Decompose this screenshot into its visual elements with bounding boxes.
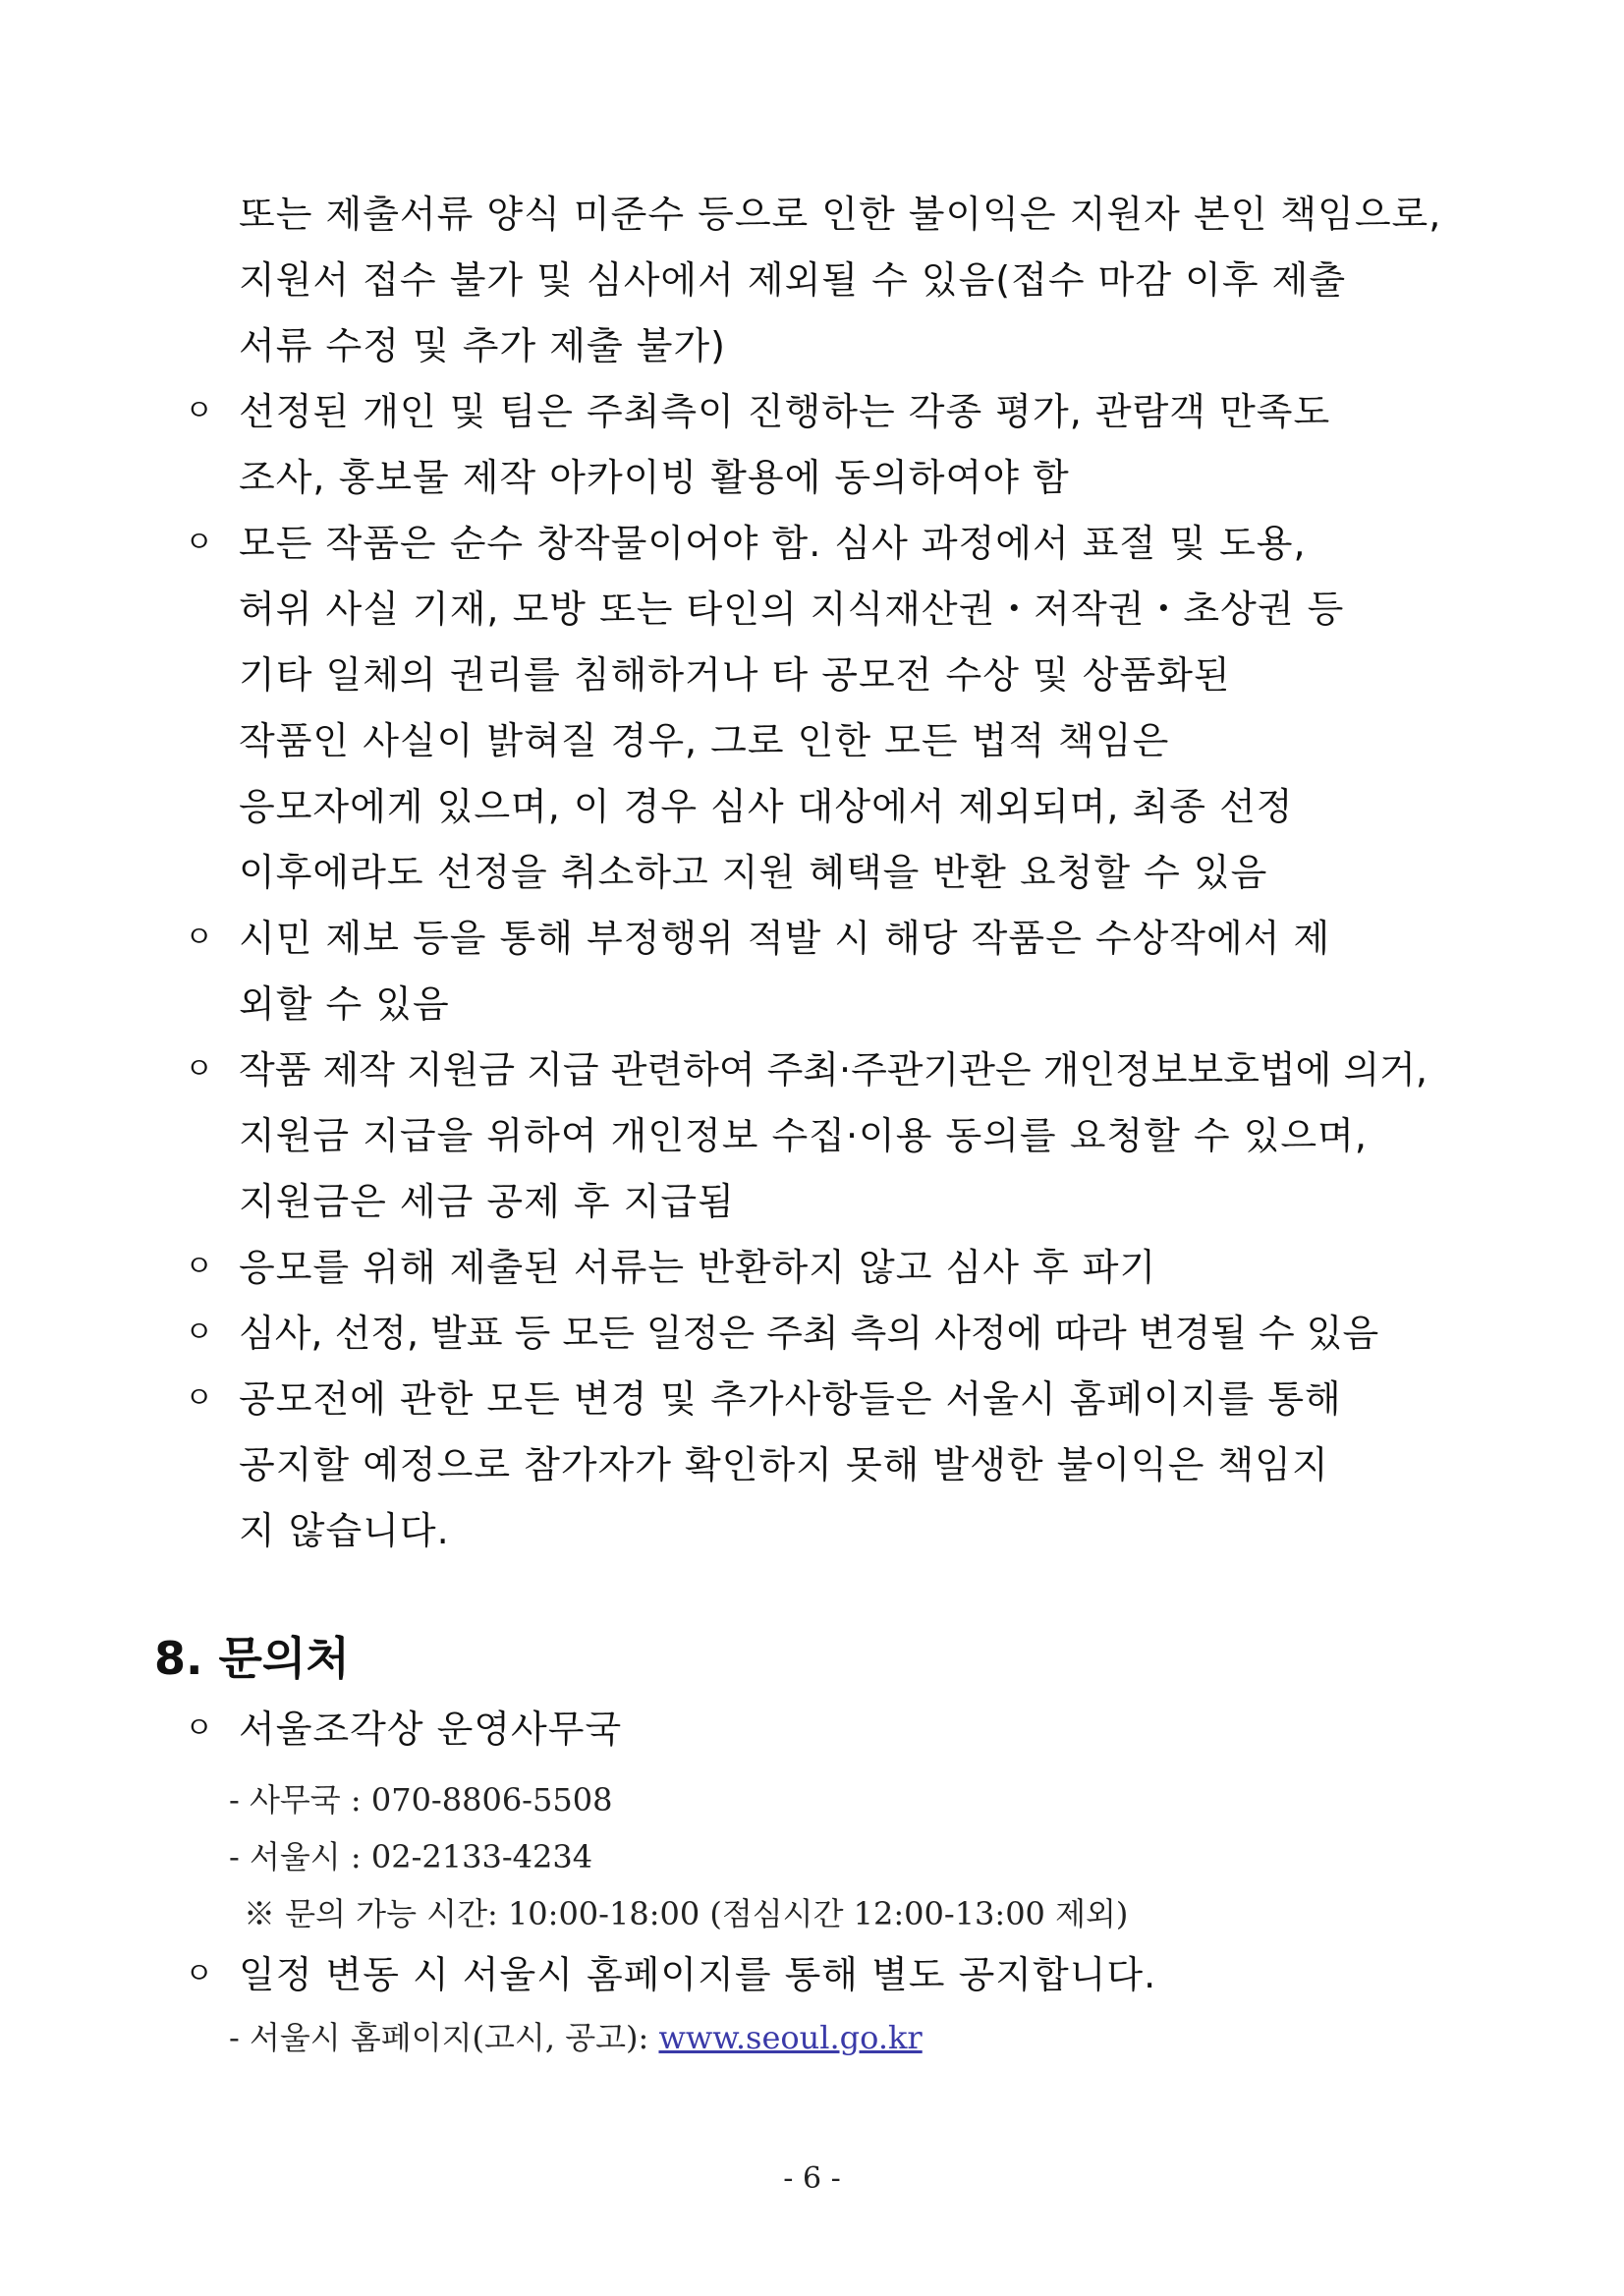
intro-line: 또는 제출서류 양식 미준수 등으로 인한 불이익은 지원자 본인 책임으로, [239, 193, 1442, 236]
bullet-text: 선정된 개인 및 팀은 주최측이 진행하는 각종 평가, 관람객 만족도 [239, 390, 1331, 433]
intro-line: 서류 수정 및 추가 제출 불가) [239, 324, 727, 367]
bullet-text: 기타 일체의 권리를 침해하거나 타 공모전 수상 및 상품화된 [239, 653, 1231, 697]
bullet-marker: ㅇ [185, 1957, 213, 1991]
bullet-marker: ㅇ [185, 526, 213, 560]
bullet-text: 이후에라도 선정을 취소하고 지원 혜택을 반환 요청할 수 있음 [239, 851, 1268, 894]
bullet-text: 응모자에게 있으며, 이 경우 심사 대상에서 제외되며, 최종 선정 [239, 785, 1294, 828]
bullet-text: 모든 작품은 순수 창작물이어야 함. 심사 과정에서 표절 및 도용, [239, 522, 1307, 565]
bullet-marker: ㅇ [185, 1250, 213, 1284]
contact-hours-note: ※ 문의 가능 시간: 10:00-18:00 (점심시간 12:00-13:00 제외) [244, 1895, 1129, 1932]
contact-title: 서울조각상 운영사무국 [239, 1708, 623, 1751]
bullet-text: 응모를 위해 제출된 서류는 반환하지 않고 심사 후 파기 [239, 1246, 1157, 1289]
contact-office: - 사무국 : 070-8806-5508 [229, 1781, 613, 1819]
page-number: - 6 - [783, 2161, 841, 2196]
bullet-text: 조사, 홍보물 제작 아카이빙 활용에 동의하여야 함 [239, 456, 1070, 499]
bullet-text: 심사, 선정, 발표 등 모든 일정은 주최 측의 사정에 따라 변경될 수 있음 [239, 1312, 1379, 1355]
section-heading: 8. 문의처 [154, 1632, 350, 1685]
homepage-prefix: - 서울시 홈페이지(고시, 공고): [229, 2019, 659, 2056]
bullet-text: 외할 수 있음 [239, 982, 450, 1026]
bullet-text: 지원금 지급을 위하여 개인정보 수집·이용 동의를 요청할 수 있으며, [239, 1114, 1368, 1157]
bullet-marker: ㅇ [185, 1052, 213, 1087]
bullet-text: 지원금은 세금 공제 후 지급됨 [239, 1180, 735, 1223]
homepage-line [229, 2016, 923, 2059]
bullet-text: 작품인 사실이 밝혀질 경우, 그로 인한 모든 법적 책임은 [239, 719, 1170, 762]
bullet-text: 공모전에 관한 모든 변경 및 추가사항들은 서울시 홈페이지를 통해 [239, 1377, 1342, 1421]
bullet-marker: ㅇ [185, 1711, 213, 1746]
contact-seoul: - 서울시 : 02-2133-4234 [229, 1838, 593, 1876]
bullet-text: 지 않습니다. [239, 1509, 450, 1552]
bullet-text: 허위 사실 기재, 모방 또는 타인의 지식재산권・저작권・초상권 등 [239, 588, 1345, 631]
bullet-text: 공지할 예정으로 참가자가 확인하지 못해 발생한 불이익은 책임지 [239, 1443, 1329, 1486]
bullet-marker: ㅇ [185, 921, 213, 955]
intro-line: 지원서 접수 불가 및 심사에서 제외될 수 있음(접수 마감 이후 제출 [239, 258, 1347, 302]
notice-text: 일정 변동 시 서울시 홈페이지를 통해 별도 공지합니다. [239, 1953, 1157, 1996]
bullet-text: 작품 제작 지원금 지급 관련하여 주최·주관기관은 개인정보보호법에 의거, [239, 1048, 1428, 1092]
bullet-marker: ㅇ [185, 394, 213, 428]
bullet-marker: ㅇ [185, 1381, 213, 1416]
bullet-text: 시민 제보 등을 통해 부정행위 적발 시 해당 작품은 수상작에서 제 [239, 917, 1331, 960]
homepage-link[interactable]: www.seoul.go.kr [658, 2019, 923, 2056]
bullet-marker: ㅇ [185, 1316, 213, 1350]
